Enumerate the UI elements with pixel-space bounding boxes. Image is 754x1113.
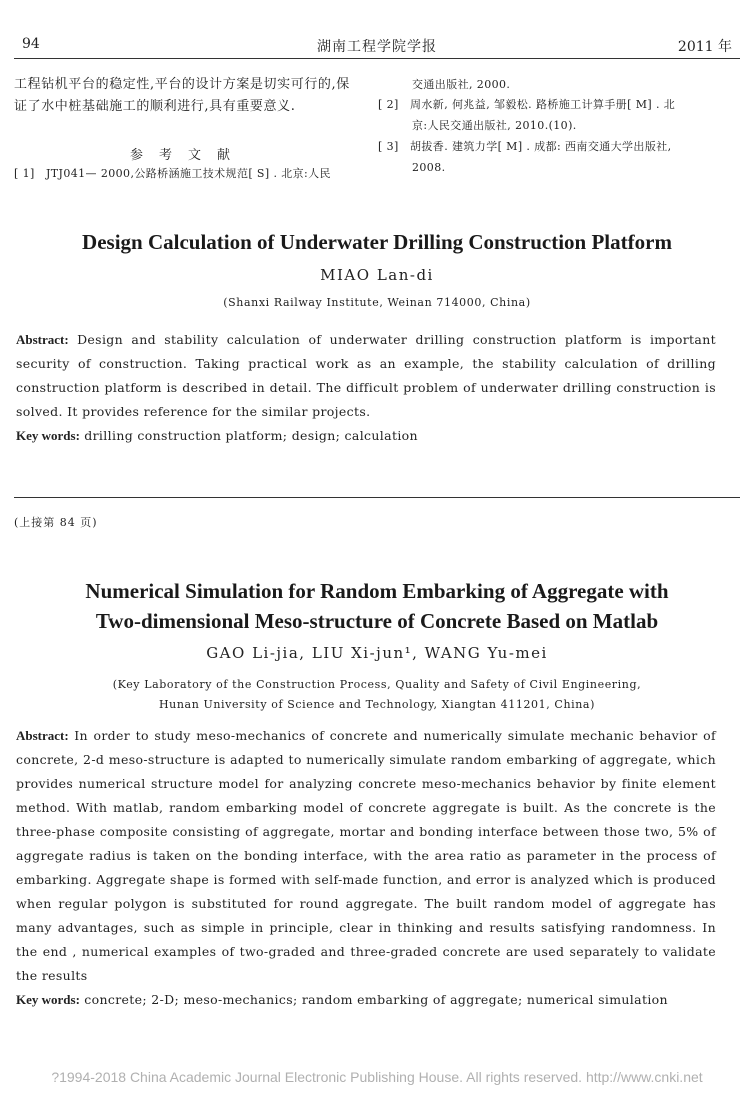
abstract-label: Abstract: [16,332,69,347]
article2-affiliation-line1: (Key Laboratory of the Construction Process, Quality and Safety of Civil Engineering, [112,678,642,691]
abstract-text: In order to study meso-mechanics of concrete and numerically simulate mechanic behavior of concrete, 2-d meso-structure is adapted to numerically simulate random embarking of aggregate, which provides numerical structure model for analyzing concrete meso-mechanics behavior by finite element method. With matlab, random embarking model of concrete aggregate is built. As the concrete is the three-phase composite consisting of aggregate, mortar and bonding interface between those two, 5% of aggregate radius is taken on the bonding interface, with the area ratio as parameter in the process of embarking. Aggregate shape is formed with self-made function, and error is analyzed which is produced when regular polygon is substituted for round aggregate. The built random model of aggregate has many advantages, such as simple in principle, clear in thinking and results satisfying randomness. In the end , numerical examples of two-graded and three-graded concrete are used separately to validate the results [16,728,717,983]
copyright-footer: ?1994-2018 China Academic Journal Electronic Publishing House. All rights reserved. http://www.cnki.net [51,1069,703,1085]
article1-abstract-block [16,328,716,448]
page-number: 94 [22,36,40,52]
reference-text: JTJ041— 2000,公路桥涵施工技术规范[ S] . 北京:人民 [46,167,331,180]
continued-from-note: (上接第 84 页) [14,516,98,529]
abstract-text: Design and stability calculation of underwater drilling construction platform is important security of construction. Taking practical work as an example, the stability calculation of drilling construction platform is described in detail. The difficult problem of underwater drilling construction is solved. It provides reference for the similar projects. [16,332,716,419]
article2-abstract-block [16,724,716,1012]
issue-year: 2011 年 [677,39,732,55]
reference-item [14,163,359,184]
header-divider [14,58,740,59]
chinese-body-text: 工程钻机平台的稳定性,平台的设计方案是切实可行的,保证了水中桩基础施工的顺利进行,具有重要意义. [14,77,350,114]
abstract-label: Abstract: [16,728,69,743]
article2-title-line1: Numerical Simulation for Random Embarking of Aggregate with [85,579,669,603]
article2-affiliation [0,675,754,715]
reference-continuation: 交通出版社, 2000. [412,78,511,91]
article2-authors: GAO Li-jia, LIU Xi-jun¹, WANG Yu-mei [206,644,548,662]
article1-title: Design Calculation of Underwater Drilling Construction Platform [82,230,672,254]
article1-authors: MIAO Lan-di [320,266,434,284]
keywords-label: Key words: [16,992,80,1007]
keywords-text: concrete; 2-D; meso-mechanics; random embarking of aggregate; numerical simulation [84,992,668,1007]
article1-affiliation: (Shanxi Railway Institute, Weinan 714000, China) [223,296,531,309]
reference-number: [ 3] [378,140,399,153]
reference-text: 周水新, 何兆益, 邹毅松. 路桥施工计算手册[ M] . 北 [410,98,676,111]
keywords-text: drilling construction platform; design; calculation [84,428,418,443]
reference-item [378,94,733,136]
reference-text-continued: 京:人民交通出版社, 2010.(10). [412,119,577,132]
reference-text-continued: 2008. [412,161,446,174]
article2-title-line2: Two-dimensional Meso-structure of Concrete Based on Matlab [95,609,659,633]
references-title: 参考文献 [130,148,247,163]
article2-affiliation-line2: Hunan University of Science and Technology, Xiangtan 411201, China) [158,698,595,711]
reference-number: [ 2] [378,98,399,111]
keywords-label: Key words: [16,428,80,443]
article2-title [0,576,754,636]
section-divider [14,497,740,498]
reference-item [378,136,733,178]
reference-number: [ 1] [14,167,35,180]
reference-text: 胡拔香. 建筑力学[ M] . 成都: 西南交通大学出版社, [410,140,672,153]
journal-name: 湖南工程学院学报 [317,39,437,55]
